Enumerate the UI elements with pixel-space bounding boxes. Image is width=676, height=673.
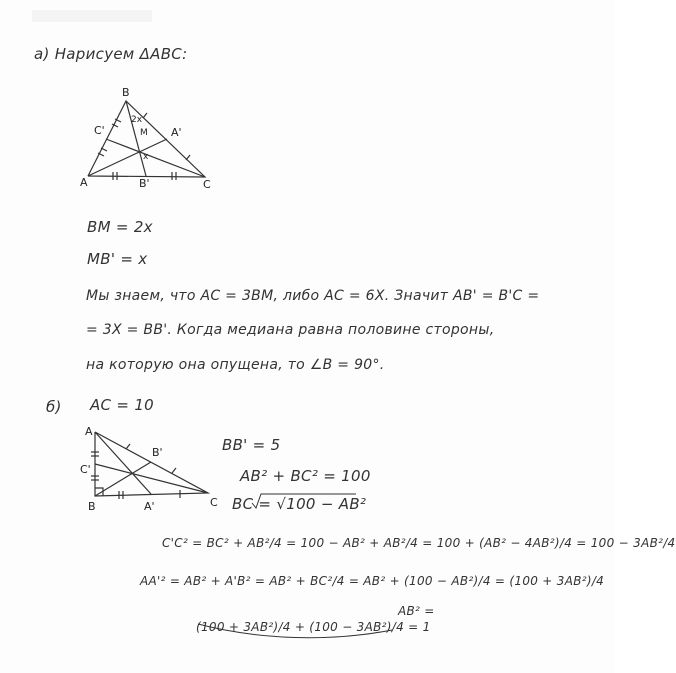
- vertex-label-c1-b: C': [80, 463, 91, 476]
- part-b-eq-3: BC = √100 − AB²: [232, 495, 367, 513]
- part-b-given: AC = 10: [90, 396, 155, 414]
- tick-mark: [143, 113, 147, 118]
- vertex-label-b1: B': [139, 177, 150, 190]
- median-bb1: [126, 101, 149, 176]
- segment-label-2x: 2x: [131, 115, 143, 125]
- vertex-label-a1: A': [171, 126, 182, 139]
- part-a-line-2: MB' = x: [87, 250, 148, 268]
- vertex-label-c: C: [203, 178, 211, 191]
- part-a-line-4: = 3X = BB'. Когда медиана равна половине стороны,: [86, 322, 495, 338]
- math-strokes: [198, 494, 392, 638]
- tick-mark: [172, 468, 176, 473]
- part-a-line-1: BM = 2x: [87, 218, 153, 236]
- part-b-eq-4: C'C² = BC² + AB²/4 = 100 − AB² + AB²/4 = 100 + (AB² − 4AB²)/4 = 100 − 3AB²/4: [162, 536, 676, 550]
- vertex-label-b1-b: B': [152, 446, 163, 459]
- part-b-eq-1: BB' = 5: [222, 436, 281, 454]
- tick-mark: [126, 444, 130, 449]
- vertex-label-c-b: C: [210, 496, 218, 509]
- segment-label-x: x: [143, 152, 149, 162]
- part-b-heading: б): [46, 398, 62, 416]
- point-label-m: M: [140, 128, 148, 138]
- vertex-label-c1: C': [94, 124, 105, 137]
- triangle-abc-outline: [88, 101, 205, 177]
- vertex-label-b: B: [122, 86, 130, 99]
- median-aa1-b: [95, 432, 151, 494]
- part-a-line-3: Мы знаем, что AC = 3BM, либо AC = 6X. Значит AB' = B'C =: [86, 288, 540, 304]
- part-b-eq-6: (100 + 3AB²)/4 + (100 − 3AB²)/4 = 1: [196, 620, 431, 634]
- part-a-line-5: на которую она опущена, то ∠B = 90°.: [86, 357, 385, 373]
- part-b-eq-2: AB² + BC² = 100: [240, 467, 371, 485]
- part-b-eq-5: AA'² = AB² + A'B² = AB² + BC²/4 = AB² + (100 − AB²)/4 = (100 + 3AB²)/4: [140, 574, 605, 588]
- right-triangle-figure: [91, 432, 208, 499]
- vertex-label-a-b: A: [85, 425, 93, 438]
- part-a-heading: а) Нарисуем ΔABC:: [34, 45, 188, 63]
- triangle-abc-figure: [88, 101, 205, 180]
- median-bb1-b: [95, 462, 151, 496]
- vertex-label-a1-b: A': [144, 500, 155, 513]
- tick-mark: [186, 155, 190, 160]
- median-cc1-b: [95, 464, 208, 493]
- vertex-label-b-b: B: [88, 500, 96, 513]
- vertex-label-a: A: [80, 176, 88, 189]
- part-b-eq-6-note: AB² =: [398, 604, 435, 618]
